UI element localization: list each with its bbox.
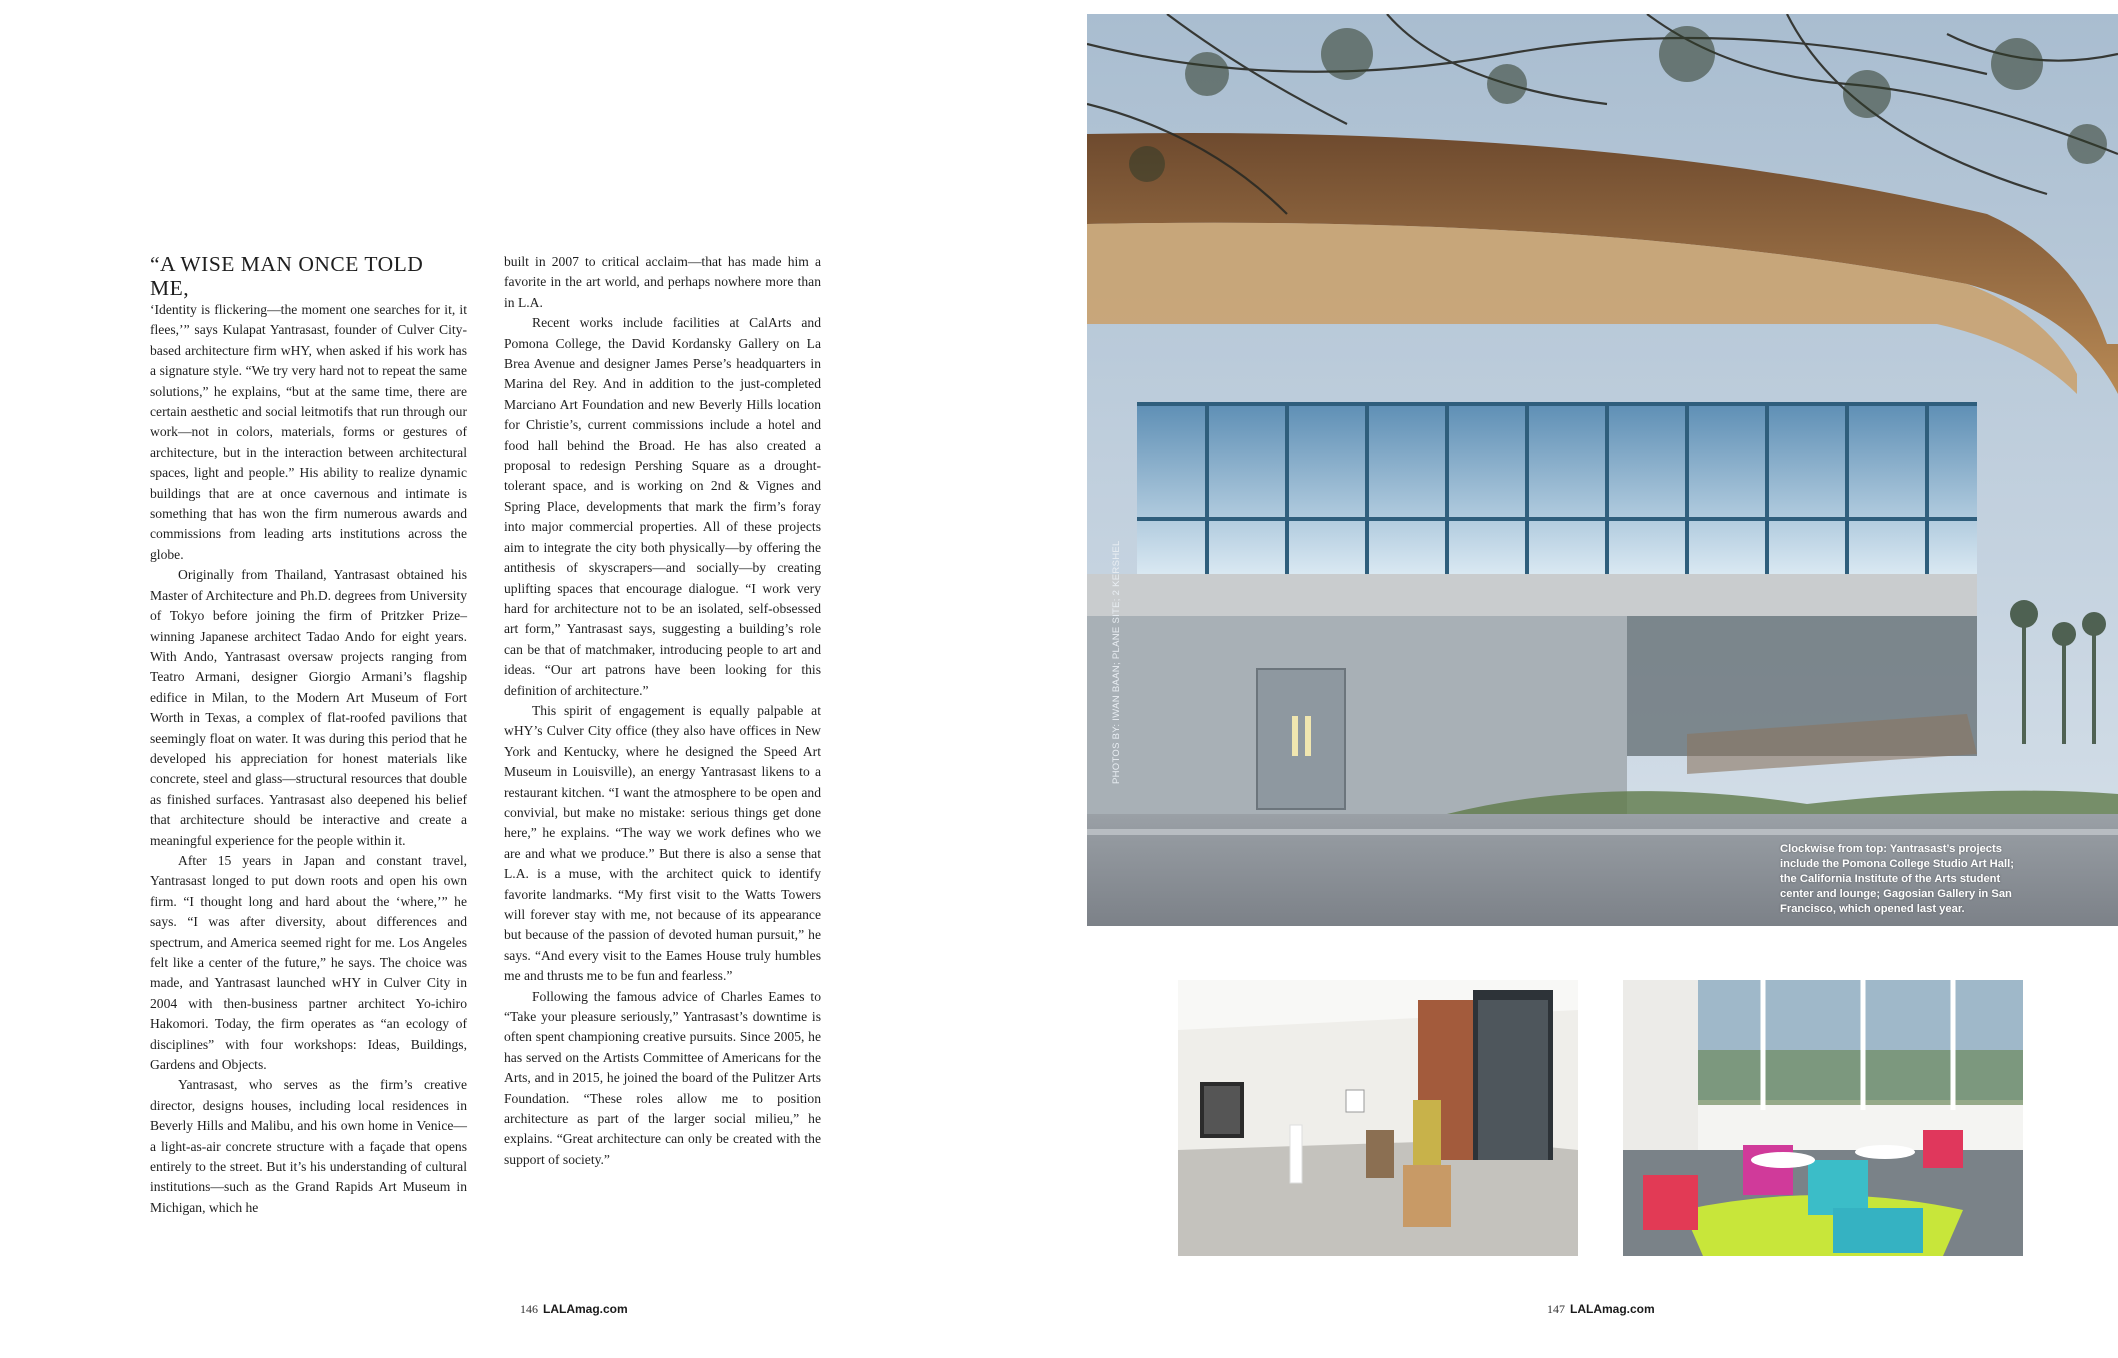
- photo-pomona-studio-art-hall: [1087, 14, 2118, 926]
- article-paragraph: After 15 years in Japan and constant travel, Yantrasast longed to put down roots and open his own firm. “I thought long and hard about the ‘where,’” he says. “I was after diversity, about differences and spectrum, and America seemed right for me. Los Angeles felt like a center of the future,” he says. The choice was made, and Yantrasast launched wHY in Culver City in 2004 with then-business partner architect Yo-ichiro Hakomori. Today, the firm operates as “an ecology of disciplines” with four workshops: Ideas, Buildings, Gardens and Objects.: [150, 852, 467, 1073]
- folio-right: [1547, 1302, 1655, 1317]
- photo-calarts-lounge: [1623, 980, 2023, 1256]
- page-number: 147: [1547, 1302, 1565, 1316]
- folio-left: [520, 1302, 628, 1317]
- article-paragraph: Recent works include facilities at CalArts and Pomona College, the David Kordansky Gallery on La Brea Avenue and designer James Perse’s headquarters in Marina del Rey. And in addition to the just-completed Marciano Art Foundation and new Beverly Hills location for Christie’s, current commissions include a hotel and food hall behind the Broad. He has also created a proposal to redesign Pershing Square as a drought-tolerant space, and is working on 2nd & Vignes and Spring Place, developments that mark the firm’s foray into major commercial properties. All of these projects aim to integrate the city both physically—by offering the antithesis of skyscrapers—and socially—by creating uplifting spaces that encourage dialogue. “I work very hard for architecture not to be an isolated, self-obsessed art form,” Yantrasast says, suggesting a building’s role can be that of matchmaker, introducing people to art and ideas. “Our art patrons have been looking for this definition of architecture.”: [504, 315, 821, 698]
- page-number: 146: [520, 1302, 538, 1316]
- site-name: LALAmag.com: [1570, 1302, 1655, 1316]
- article-column-1: [150, 252, 467, 1218]
- article-paragraph: Yantrasast, who serves as the firm’s creative director, designs houses, including local residences in Beverly Hills and Malibu, and his own home in Venice—a light-as-air concrete structure with a façade that opens entirely to the street. But it’s his understanding of cultural institutions—such as the Grand Rapids Art Museum in Michigan, which he: [150, 1077, 467, 1215]
- photo-credit: PHOTOS BY: IWAN BAAN; PLANE SITE; 2 KERSHEL: [1111, 540, 1122, 784]
- article-column-2: [504, 252, 821, 1170]
- article-paragraph: This spirit of engagement is equally palpable at wHY’s Culver City office (they also have offices in New York and Kentucky, where he designed the Speed Art Museum in Louisville), an energy Yantrasast likens to a restaurant kitchen. “I want the atmosphere to be open and convivial, but make no mistake: serious things get done here,” he explains. “The way we work defines who we are and what we produce.” But there is also a sense that L.A. is a muse, with the architect quick to identify favorite landmarks. “My first visit to the Watts Towers will forever stay with me, not because of its appearance but because of the passion of devoted human pursuit,” he says. “And every visit to the Eames House truly humbles me and thrusts me to be fun and fearless.”: [504, 702, 821, 984]
- lede-heading: “A WISE MAN ONCE TOLD ME,: [150, 252, 424, 300]
- photo-gagosian-gallery: [1178, 980, 1578, 1256]
- building-illustration: [1087, 14, 2118, 926]
- photo-caption: Clockwise from top: Yantrasast’s projects include the Pomona College Studio Art Hall; the California Institute of the Arts student center and lounge; Gagosian Gallery in San Francisco, which opened last year.: [1780, 843, 2014, 915]
- gallery-illustration: [1178, 980, 1578, 1256]
- article-paragraph: built in 2007 to critical acclaim—that has made him a favorite in the art world, and perhaps nowhere more than in L.A.: [504, 254, 821, 310]
- article-paragraph: “A WISE MAN ONCE TOLD ME, ‘Identity is flickering—the moment one searches for it, it flees,’” says Kulapat Yantrasast, founder of Culver City-based architecture firm wHY, when asked if his work has a signature style. “We try very hard not to repeat the same solutions,” he explains, “but at the same time, there are certain aesthetic and social leitmotifs that run through our work—not in colors, materials, forms or gestures of architecture, but in the interaction between architectural spaces, light and people.” His ability to realize dynamic buildings that are at once cavernous and intimate is something that has won the firm numerous awards and commissions from leading arts institutions across the globe.: [150, 252, 467, 562]
- site-name: LALAmag.com: [543, 1302, 628, 1316]
- article-paragraph: Following the famous advice of Charles Eames to “Take your pleasure seriously,” Yantrasast’s downtime is often spent championing creative pursuits. Since 2005, he has served on the Artists Committee of Americans for the Arts, and in 2015, he joined the board of the Pulitzer Arts Foundation. “These roles allow me to position architecture as part of the larger social milieu,” he explains. “Great architecture can only be created with the support of society.”: [504, 988, 821, 1167]
- lounge-illustration: [1623, 980, 2023, 1256]
- article-paragraph: Originally from Thailand, Yantrasast obtained his Master of Architecture and Ph.D. degrees from University of Tokyo before joining the firm of Pritzker Prize–winning Japanese architect Tadao Ando for eight years. With Ando, Yantrasast oversaw projects ranging from Teatro Armani, designer Giorgio Armani’s flagship edifice in Milan, to the Modern Art Museum of Fort Worth in Texas, a complex of flat-roofed pavilions that seemingly float on water. It was during this period that he developed his appreciation for honest materials like concrete, steel and glass—structural resources that double as finished surfaces. Yantrasast also deepened his belief that architecture should be interactive and create a meaningful experience for the people within it.: [150, 567, 467, 848]
